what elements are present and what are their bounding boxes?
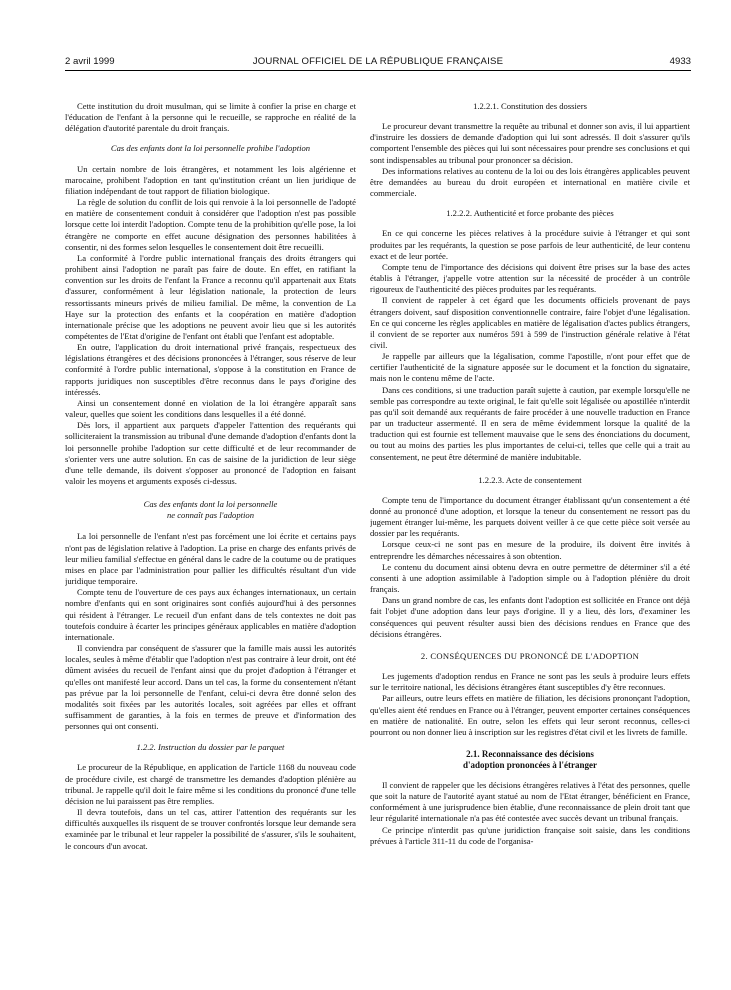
paragraph: En ce qui concerne les pièces relatives à la procédure suivie à l'étranger et qui sont produites par les requérants, la question se pose parfois de leur authenticité, de leur contenu exact et de leur portée. [370, 228, 690, 261]
paragraph: Compte tenu de l'importance du document étranger établissant qu'un consentement a été donné au prononcé d'une adoption, et lorsque la teneur du consentement ne ressort pas du jugement étranger lui-même, les parquets doivent veiller à ce que cette pièce soit versée au dossier par les requérants. [370, 494, 690, 539]
section-heading: 1.2.2.3. Acte de consentement [478, 474, 582, 485]
section-heading [65, 499, 356, 521]
paragraph: Il convient de rappeler à cet égard que les documents officiels provenant de pays étrangers doivent, sauf disposition conventionnelle contraire, faire l'objet d'une légalisation. En ce qui concerne les règles applicables en matière de légalisation d'actes publics étrangers, il convient de se reporter aux numéros 591 à 599 de l'instruction générale relative à l'état civil. [370, 295, 690, 350]
paragraph: Dès lors, il appartient aux parquets d'appeler l'attention des requérants qui solliciteraient la transmission au tribunal d'une demande d'adoption d'enfants dont la loi personnelle prohibe l'adoption sur cette difficulté et de leur recommander de s'orienter vers une autre solution. En cas de saisine de la juridiction de leur siège d'une telle demande, ils doivent s'opposer au prononcé de l'adoption en faisant valoir les moyens et arguments exposés ci-dessus. [65, 420, 356, 486]
paragraph: Compte tenu de l'importance des décisions qui doivent être prises sur la base des actes établis à l'étranger, j'appelle votre attention sur la nécessité de procéder à un contrôle rigoureux de l'authenticité des pièces produites par les requérants. [370, 261, 690, 295]
paragraph: Dans ces conditions, si une traduction paraît sujette à caution, par exemple lorsqu'elle ne semble pas correspondre au texte original, le fait qu'elle soit légalisée ou apostillée n'interdit pas qu'il soit demandé aux requérants de faire procéder à une nouvelle traduction en France par un traducteur assermenté. Il en sera de même évidemment lorsque la qualité de la traduction qui est fournie est tellement mauvaise que le sens des énonciations du document, ou tout au moins des parties les plus importantes de celui-ci, telles que celle qui a trait au consentement, ne peut être déterminé de manière indubitable. [370, 384, 690, 462]
paragraph: Compte tenu de l'ouverture de ces pays aux échanges internationaux, un certain nombre d'enfants qui en sont originaires sont confiés aujourd'hui à des personnes qui résident à l'étranger. Le recueil d'un enfant dans de tels contextes ne doit pas toutefois conduire à écarter les principes généraux applicables en matière d'adoption internationale. [65, 587, 356, 642]
paragraph: La loi personnelle de l'enfant n'est pas forcément une loi écrite et certains pays n'ont pas de législation relative à l'adoption. La prise en charge des enfants privés de leur milieu familial s'effectue en général dans le cadre de la coutume ou de pratiques mises en place par l'administration pour pallier les difficultés résultant d'un vide juridique temporaire. [65, 531, 356, 587]
paragraph: Le procureur devant transmettre la requête au tribunal et donner son avis, il lui appartient d'instruire les dossiers de demande d'adoption qui lui sont adressés. Il doit s'assurer qu'ils comportent l'ensemble des pièces qui lui sont nécessaires pour prendre ses conclusions et qui sont indispensables au tribunal pour prononcer sa décision. [370, 121, 690, 165]
paragraph: La conformité à l'ordre public international français des droits étrangers qui prohibent ainsi l'adoption ne paraît pas faire de doute. En effet, en ratifiant la convention sur les droits de l'enfant la France a reconnu qu'il appartenait aux Etats d'assurer, conformément à leur législation nationale, la protection de leurs ressortissants mineurs privés de milieu familial. De même, la convention de La Haye sur la protection des enfants et la coopération en matière d'adoption internationale précise que les adoptions ne peuvent avoir lieu que si les autorités compétentes de l'Etat d'origine de l'enfant ont établi que l'enfant est adoptable. [65, 252, 356, 341]
paragraph: Des informations relatives au contenu de la loi ou des lois étrangères applicables peuvent être demandées au bureau du droit européen et international en matière civile et commerciale. [370, 165, 690, 199]
paragraph: Le contenu du document ainsi obtenu devra en outre permettre de déterminer s'il a été consenti à une adoption assimilable à l'adoption simple ou à l'adoption plénière du droit français. [370, 561, 690, 595]
paragraph: Les jugements d'adoption rendus en France ne sont pas les seuls à produire leurs effets sur le territoire national, les décisions étrangères étant susceptibles d'y être reconnues. [370, 671, 690, 693]
section-heading [370, 749, 690, 771]
heading-line: ne connaît pas l'adoption [166, 510, 255, 521]
section-heading: 1.2.2.1. Constitution des dossiers [473, 101, 587, 111]
right-column [370, 101, 690, 979]
section-heading: 1.2.2. Instruction du dossier par le parquet [136, 742, 285, 753]
paragraph: Il conviendra par conséquent de s'assurer que la famille mais aussi les autorités locales, seules à même d'établir que l'adoption n'est pas contraire à leur droit, ont été dûment avisées du recueil de l'enfant ainsi que du projet d'adoption à l'étranger et qu'elles ont manifesté leur accord. Dans un tel cas, la forme du consentement n'étant pas prévue par la loi personnelle de l'enfant, celui-ci devra être donné selon des modalités soit fixées par les autorités locales, soit agréées par elles et offrant suffisamment de garanties, à la fois en termes de preuve et d'information des personnes qui ont consenti. [65, 643, 356, 732]
paragraph: Cette institution du droit musulman, qui se limite à confier la prise en charge et l'éducation de l'enfant à la personne qui le recueille, se rapproche en réalité de la délégation d'autorité parentale du droit français. [65, 101, 356, 134]
heading-line: d'adoption prononcées à l'étranger [462, 759, 598, 770]
journal-title: JOURNAL OFFICIEL DE LA RÉPUBLIQUE FRANÇAISE [252, 56, 504, 67]
paragraph: Lorsque ceux-ci ne sont pas en mesure de la produire, ils doivent être invités à entreprendre les démarches nécessaires à son obtention. [370, 539, 690, 561]
heading-line: Cas des enfants dont la loi personnelle [143, 499, 278, 510]
section-heading: 2. CONSÉQUENCES DU PRONONCÉ DE L'ADOPTION [420, 650, 640, 661]
paragraph: Il convient de rappeler que les décisions étrangères relatives à l'état des personnes, quelle que soit la nature de l'autorité ayant statué au nom de l'Etat étranger, bénéficient en France, conformément à une jurisprudence bien établie, d'une reconnaissance de plein droit tant que leur régularité internationale n'a pas été contestée avec succès devant un tribunal français. [370, 779, 690, 824]
section-heading: 1.2.2.2. Authenticité et force probante des pièces [446, 208, 614, 219]
paragraph: Ainsi un consentement donné en violation de la loi étrangère apparaît sans valeur, quelles que soient les conditions dans lesquelles il a été donné. [65, 397, 356, 420]
paragraph: Dans un grand nombre de cas, les enfants dont l'adoption est sollicitée en France ont déjà fait l'objet d'une adoption dans leur pays d'origine. Il y a lieu, dès lors, d'examiner les conséquences qui peuvent résulter aussi bien des décisions rendues en France que des décisions étrangères. [370, 595, 690, 639]
header-rule [65, 70, 691, 71]
paragraph: Je rappelle par ailleurs que la légalisation, comme l'apostille, n'ont pour effet que de certifier l'authenticité de la signature apposée sur le document et la fonction du signataire, mais non le contenu même de l'acte. [370, 351, 690, 384]
left-column [65, 101, 356, 979]
paragraph: Ce principe n'interdit pas qu'une juridiction française soit saisie, dans les conditions prévues à l'article 311-11 du code de l'organisa- [370, 824, 690, 846]
page-header [65, 56, 691, 70]
heading-line: 2.1. Reconnaissance des décisions [466, 748, 594, 759]
section-heading: Cas des enfants dont la loi personnelle prohibe l'adoption [110, 143, 311, 154]
paragraph: Il devra toutefois, dans un tel cas, attirer l'attention des requérants sur les difficultés auxquelles ils risquent de se trouver confrontés lorsque leur demande sera examinée par le tribunal et leur rappeler la possibilité de s'assurer, s'ils le souhaitent, le concours d'un avocat. [65, 807, 356, 851]
paragraph: Un certain nombre de lois étrangères, et notamment les lois algérienne et marocaine, prohibent l'adoption en tant qu'institution créant un lien juridique de filiation indépendant de tout rapport de filiation biologique. [65, 163, 356, 196]
paragraph: Le procureur de la République, en application de l'article 1168 du nouveau code de procédure civile, est chargé de transmettre les demandes d'adoption plénière au tribunal. Je rappelle qu'il doit le faire même si les conditions du prononcé d'une telle décision ne lui paraissent pas être remplies. [65, 762, 356, 806]
paragraph: La règle de solution du conflit de lois qui renvoie à la loi personnelle de l'adopté en matière de consentement conduit à considérer que l'adoption n'est pas possible lorsque cette loi interdit l'adoption. Compte tenu de la prohibition qu'elle pose, la loi étrangère ne comporte en effet aucune désignation des personnes habilitées à consentir, ni des formes selon lesquelles le consentement doit être recueilli. [65, 197, 356, 252]
paragraph: En outre, l'application du droit international privé français, respectueux des législations étrangères et des décisions prononcées à l'étranger, sous réserve de leur conformité à l'ordre public international, s'oppose à la constitution en France de rapports juridiques non susceptibles d'être reconnus dans le pays d'origine des intéressés. [65, 342, 356, 397]
page-number: 4933 [669, 56, 691, 67]
paragraph: Par ailleurs, outre leurs effets en matière de filiation, les décisions prononçant l'adoption, qu'elles aient été rendues en France ou à l'étranger, peuvent emporter certaines conséquences en matière de nationalité. En outre, selon les effets qui leur seront reconnus, celles-ci pourront ou non donner lieu à inscription sur les registres d'état civil et les livrets de famille. [370, 693, 690, 737]
header-date: 2 avril 1999 [65, 56, 115, 67]
